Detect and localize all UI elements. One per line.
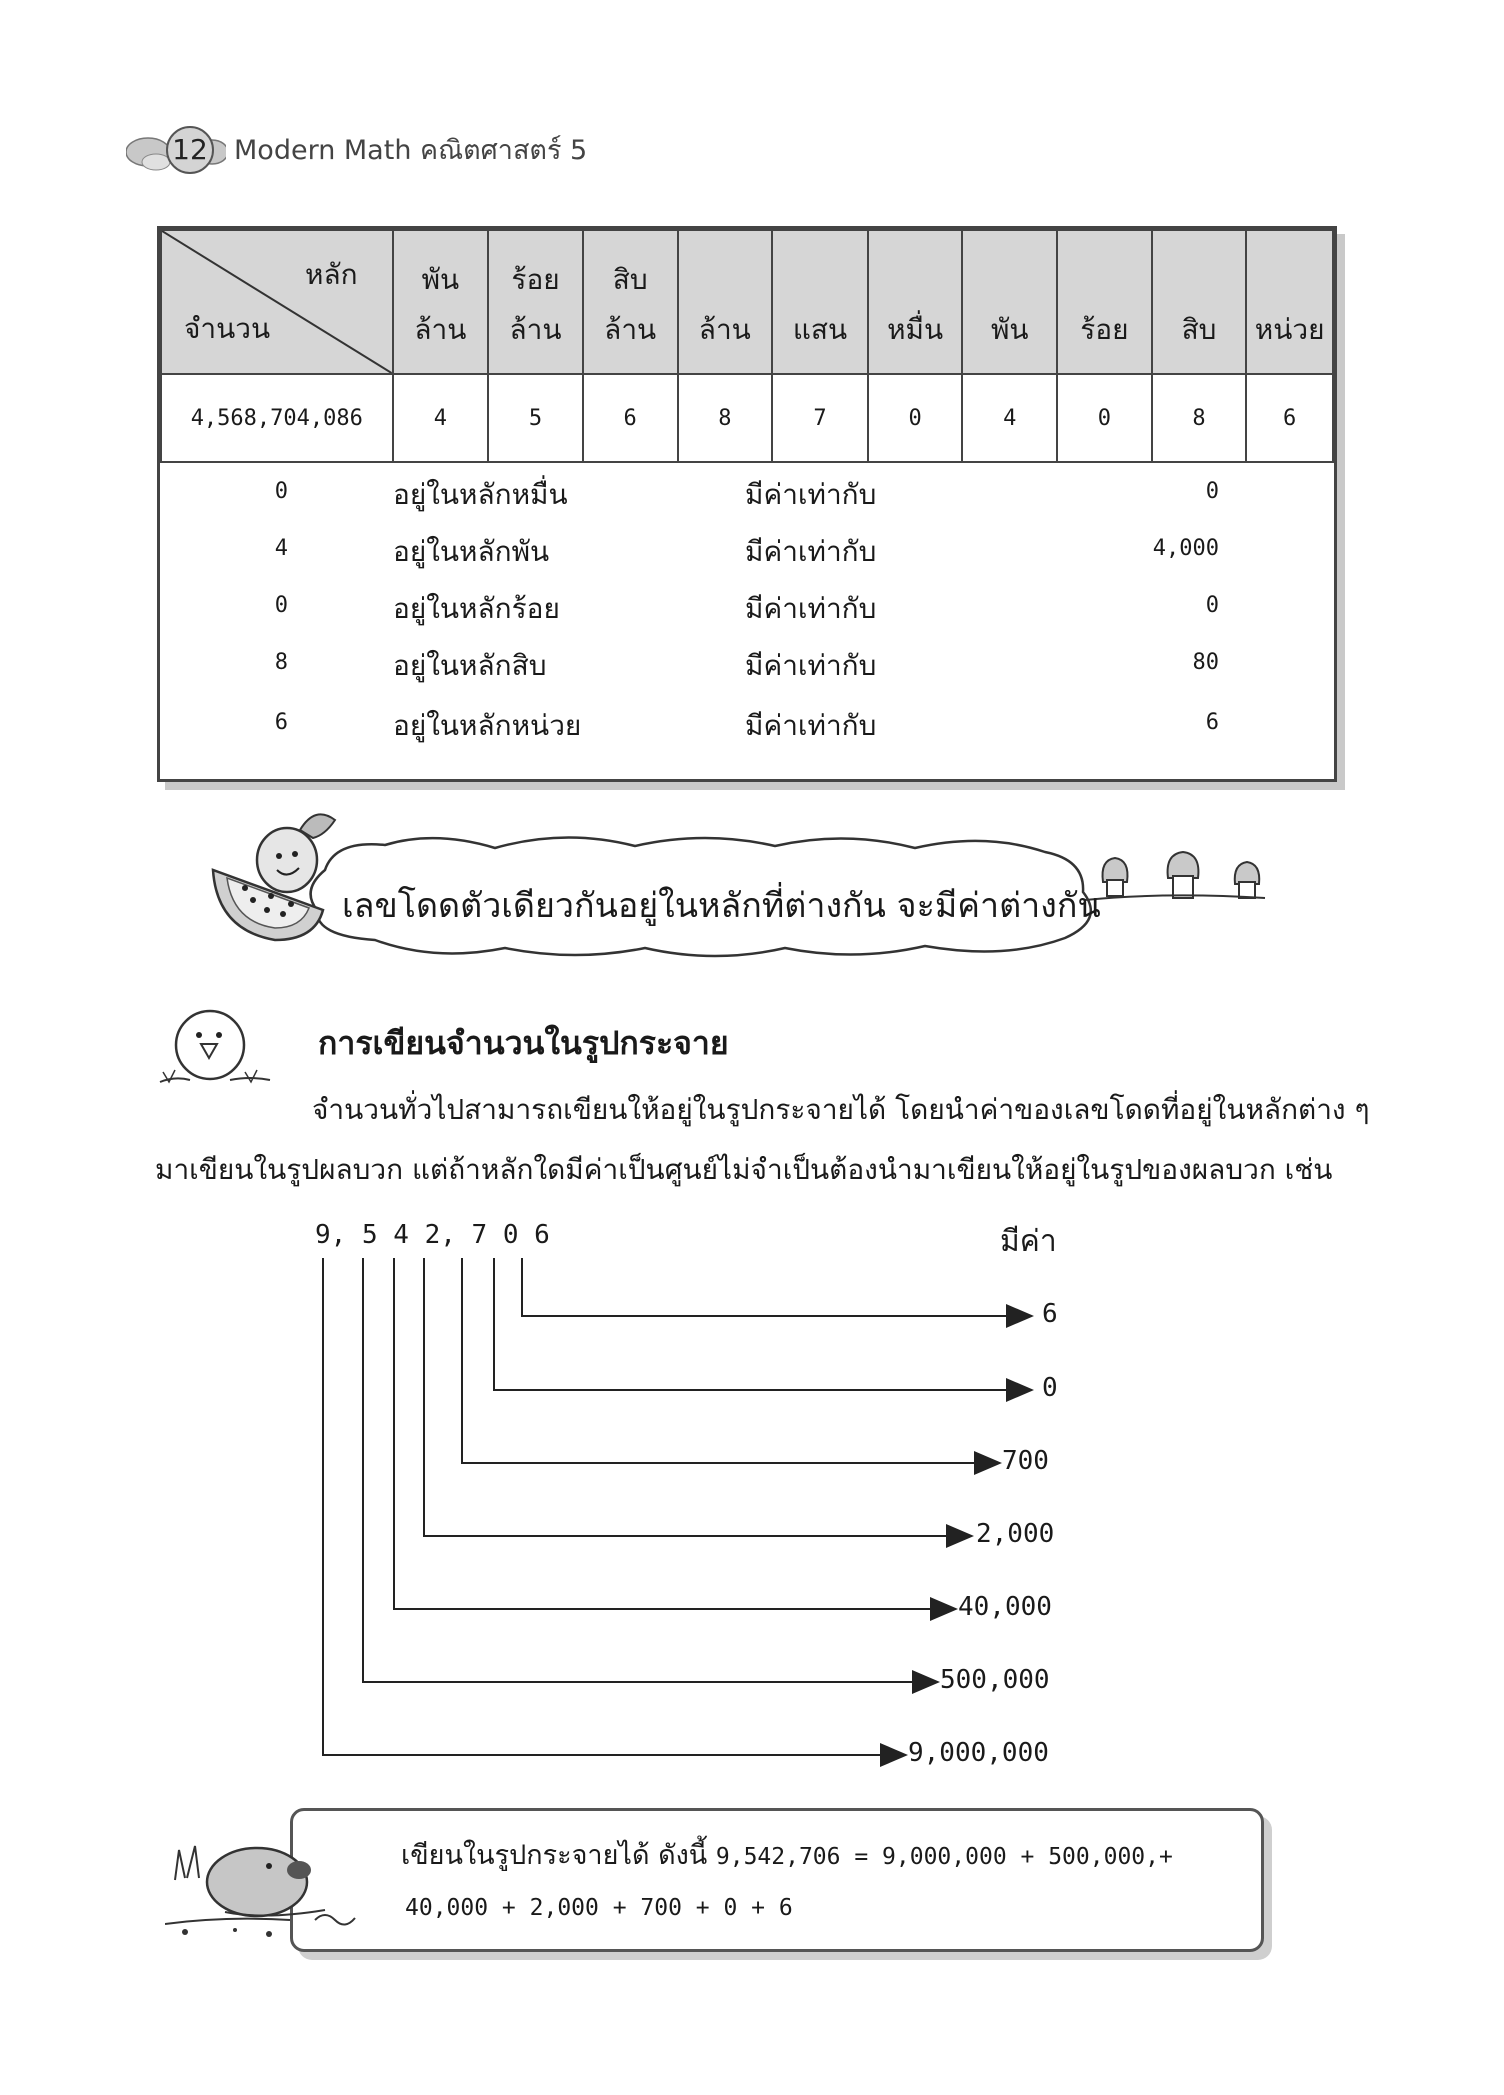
arrow-millions xyxy=(323,1258,904,1755)
place-value: 6 xyxy=(1042,1299,1058,1329)
explanation-digit: 0 xyxy=(274,479,288,504)
place-value-table xyxy=(160,229,1334,463)
summary-box xyxy=(290,1808,1264,1952)
arrow-ten-thousands xyxy=(394,1258,954,1609)
explanation-digit: 4 xyxy=(274,536,288,561)
digit-cell: 6 xyxy=(1246,374,1333,462)
column-header: ล้าน xyxy=(678,230,773,374)
explanation-row xyxy=(160,638,1334,695)
corner-label-place: หลัก xyxy=(305,258,358,291)
explanation-place: อยู่ในหลักพัน xyxy=(393,535,550,568)
value-column-header: มีค่า xyxy=(1000,1224,1057,1259)
explanation-row xyxy=(160,524,1334,581)
arrow-ones xyxy=(522,1258,1030,1316)
explanation-place: อยู่ในหลักหมื่น xyxy=(393,478,568,511)
explanation-equals: มีค่าเท่ากับ xyxy=(745,535,877,568)
explanation-row xyxy=(160,467,1334,524)
explanation-equals: มีค่าเท่ากับ xyxy=(745,649,877,682)
place-value-box xyxy=(157,226,1337,782)
place-value: 9,000,000 xyxy=(908,1738,1049,1768)
column-header: สิบ ล้าน xyxy=(583,230,678,374)
explanation-digit: 8 xyxy=(274,650,288,675)
book-title: Modern Math คณิตศาสตร์ 5 xyxy=(234,135,588,166)
column-header: พัน ล้าน xyxy=(393,230,489,374)
explanation-equals: มีค่าเท่ากับ xyxy=(745,709,877,742)
summary-label: เขียนในรูปกระจายได้ ดังนี้ xyxy=(401,1840,708,1871)
bird-icon xyxy=(155,1000,275,1090)
arrow-hundreds xyxy=(462,1258,998,1463)
explanation-place: อยู่ในหลักร้อย xyxy=(393,592,560,625)
explanation-value: 6 xyxy=(1205,710,1219,735)
explanation-row xyxy=(160,581,1334,638)
digit-cell: 8 xyxy=(1152,374,1247,462)
column-header: ร้อย xyxy=(1057,230,1152,374)
digit-cell: 5 xyxy=(488,374,583,462)
explanation-value: 0 xyxy=(1205,593,1219,618)
summary-equation: 9,542,706 = 9,000,000 + 500,000,+ xyxy=(715,1844,1173,1870)
column-header: หน่วย xyxy=(1246,230,1333,374)
arrow-thousands xyxy=(424,1258,970,1536)
column-header: แสน xyxy=(772,230,868,374)
corner-header-cell xyxy=(161,230,393,374)
digit-cell: 6 xyxy=(583,374,678,462)
table-row xyxy=(161,374,1333,462)
page-number: 12 xyxy=(166,126,214,174)
column-header: ร้อย ล้าน xyxy=(488,230,583,374)
number-cell: 4,568,704,086 xyxy=(161,374,393,462)
place-value: 40,000 xyxy=(958,1592,1052,1622)
explanation-digit: 0 xyxy=(274,593,288,618)
expanded-number: 9, 5 4 2, 7 0 6 xyxy=(315,1220,550,1250)
arrow-tens xyxy=(494,1258,1030,1390)
explanation-place: อยู่ในหลักหน่วย xyxy=(393,709,582,742)
explanation-equals: มีค่าเท่ากับ xyxy=(745,478,877,511)
digit-cell: 0 xyxy=(868,374,963,462)
explanation-equals: มีค่าเท่ากับ xyxy=(745,592,877,625)
digit-cell: 7 xyxy=(772,374,868,462)
explanation-row xyxy=(160,698,1334,758)
section-title: การเขียนจำนวนในรูปกระจาย xyxy=(318,1024,729,1062)
tip-text: เลขโดดตัวเดียวกันอยู่ในหลักที่ต่างกัน จะมีค่าต่างกัน xyxy=(342,886,1101,926)
place-value: 0 xyxy=(1042,1373,1058,1403)
explanation-value: 4,000 xyxy=(1152,536,1219,561)
explanation-value: 0 xyxy=(1205,479,1219,504)
digit-cell: 4 xyxy=(962,374,1057,462)
explanation-list xyxy=(160,467,1334,755)
column-header: สิบ xyxy=(1152,230,1247,374)
table-header-row xyxy=(161,230,1333,374)
explanation-place: อยู่ในหลักสิบ xyxy=(393,649,547,682)
summary-equation-continued: 40,000 + 2,000 + 700 + 0 + 6 xyxy=(405,1895,793,1921)
summary-line xyxy=(401,1833,1173,1876)
radish-plants-icon xyxy=(1085,852,1265,900)
digit-cell: 8 xyxy=(678,374,773,462)
mole-icon xyxy=(165,1820,405,1940)
corner-label-number: จำนวน xyxy=(184,312,271,345)
explanation-value: 80 xyxy=(1192,650,1219,675)
place-value: 2,000 xyxy=(976,1519,1055,1549)
paragraph-line: จำนวนทั่วไปสามารถเขียนให้อยู่ในรูปกระจายได้ โดยนำค่าของเลขโดดที่อยู่ในหลักต่าง ๆ xyxy=(312,1093,1370,1126)
digit-cell: 0 xyxy=(1057,374,1152,462)
explanation-digit: 6 xyxy=(274,710,288,735)
place-value: 700 xyxy=(1002,1446,1049,1476)
digit-cell: 4 xyxy=(393,374,489,462)
paragraph-line: มาเขียนในรูปผลบวก แต่ถ้าหลักใดมีค่าเป็นศูนย์ไม่จำเป็นต้องนำมาเขียนให้อยู่ในรูปของผลบวก เช่น xyxy=(155,1153,1333,1186)
place-value: 500,000 xyxy=(940,1665,1050,1695)
column-header: พัน xyxy=(962,230,1057,374)
column-header: หมื่น xyxy=(868,230,963,374)
arrow-hundred-thousands xyxy=(363,1258,936,1682)
